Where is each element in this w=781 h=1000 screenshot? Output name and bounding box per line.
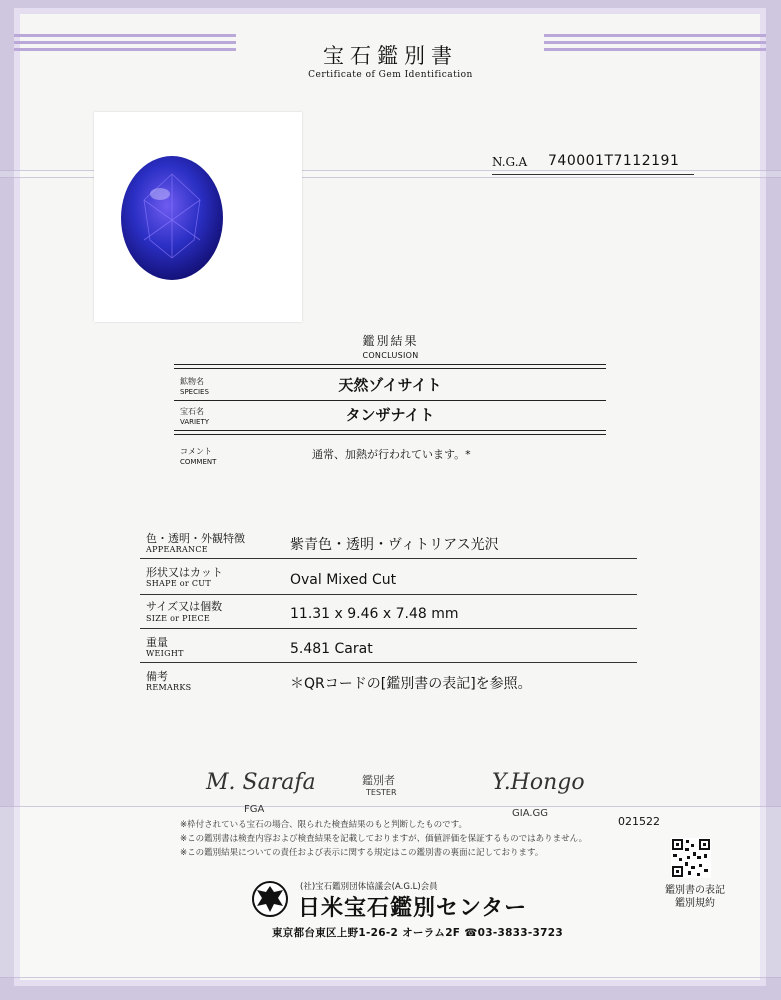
comment-label: コメント — [180, 447, 212, 456]
conclusion-row-divider — [174, 400, 606, 401]
size-label-en: SIZE or PIECE — [146, 614, 211, 623]
appearance-label-en: APPEARANCE — [146, 545, 208, 554]
qr-caption — [655, 884, 735, 910]
shape-label: 形状又はカット — [146, 566, 223, 579]
certificate-number: 021522 — [618, 815, 660, 828]
conclusion-bottom-rule — [174, 430, 606, 435]
right-signature: Y.Hongo — [492, 770, 585, 795]
qr-caption-line: 鑑別書の表記 — [665, 885, 725, 896]
variety-label-en: VARIETY — [180, 418, 210, 426]
conclusion-top-rule — [174, 364, 606, 369]
remarks-value: ＊QRコードの[鑑別書の表記]を参照。 — [290, 676, 532, 692]
appearance-value: 紫青色・透明・ヴィトリアス光沢 — [290, 537, 499, 553]
species-value: 天然ゾイサイト — [338, 376, 442, 394]
conclusion-subtitle: CONCLUSION — [362, 351, 419, 360]
association-membership: (社)宝石鑑別団体協議会(A.G.L)会員 — [300, 882, 438, 892]
weight-label-en: WEIGHT — [146, 649, 184, 658]
variety-label: 宝石名 — [180, 407, 204, 416]
species-label-en: SPECIES — [180, 388, 209, 396]
qr-code[interactable] — [671, 838, 711, 878]
appearance-rule — [140, 558, 637, 559]
comment-value: 通常、加熱が行われています。* — [312, 448, 471, 461]
remarks-label-en: REMARKS — [146, 683, 192, 692]
size-rule — [140, 628, 637, 629]
size-label: サイズ又は個数 — [146, 600, 223, 613]
appearance-label: 色・透明・外観特徴 — [146, 532, 245, 545]
conclusion-title: 鑑別結果 — [362, 334, 419, 348]
nga-label: N.G.A — [492, 155, 528, 169]
size-value: 11.31 x 9.46 x 7.48 mm — [290, 606, 459, 622]
right-signature-title: GIA.GG — [512, 808, 549, 819]
note-line: ※枠付されている宝石の場合、限られた検査結果のもと判断したものです。 — [180, 820, 467, 830]
note-line: ※この鑑別書は検査内容および検査結果を記載しておりますが、価値評価を保証するものではありません。 — [180, 834, 588, 844]
eagle-emblem-icon — [250, 880, 290, 918]
nga-number-field — [492, 152, 694, 175]
shape-rule — [140, 594, 637, 595]
organization-name: 日米宝石鑑別センター — [298, 896, 528, 921]
weight-value: 5.481 Carat — [290, 641, 373, 657]
tester-label: 鑑別者 — [362, 774, 395, 787]
weight-rule — [140, 662, 637, 663]
certificate-subtitle: Certificate of Gem Identification — [308, 70, 473, 80]
variety-value: タンザナイト — [345, 406, 435, 424]
species-label: 鉱物名 — [180, 377, 204, 386]
tester-label-en: TESTER — [366, 788, 397, 797]
left-signature: M. Sarafa — [206, 770, 316, 795]
comment-label-en: COMMENT — [180, 458, 217, 466]
note-line: ※この鑑別結果についての責任および表示に関する規定はこの鑑別書の裏面に記しております。 — [180, 848, 544, 858]
gem-photo — [94, 112, 302, 322]
footer-notes — [180, 818, 587, 860]
shape-value: Oval Mixed Cut — [290, 572, 397, 588]
qr-caption-line: 鑑別規約 — [675, 898, 715, 909]
remarks-label: 備考 — [146, 670, 168, 683]
organization-address: 東京都台東区上野1-26-2 オーラム2F ☎03-3833-3723 — [272, 927, 563, 939]
nga-number: 740001T7112191 — [548, 153, 680, 169]
gem-image — [94, 112, 302, 322]
left-signature-title: FGA — [244, 804, 265, 815]
shape-label-en: SHAPE or CUT — [146, 579, 211, 588]
certificate-title: 宝石鑑別書 — [323, 44, 458, 68]
weight-label: 重量 — [146, 636, 168, 649]
